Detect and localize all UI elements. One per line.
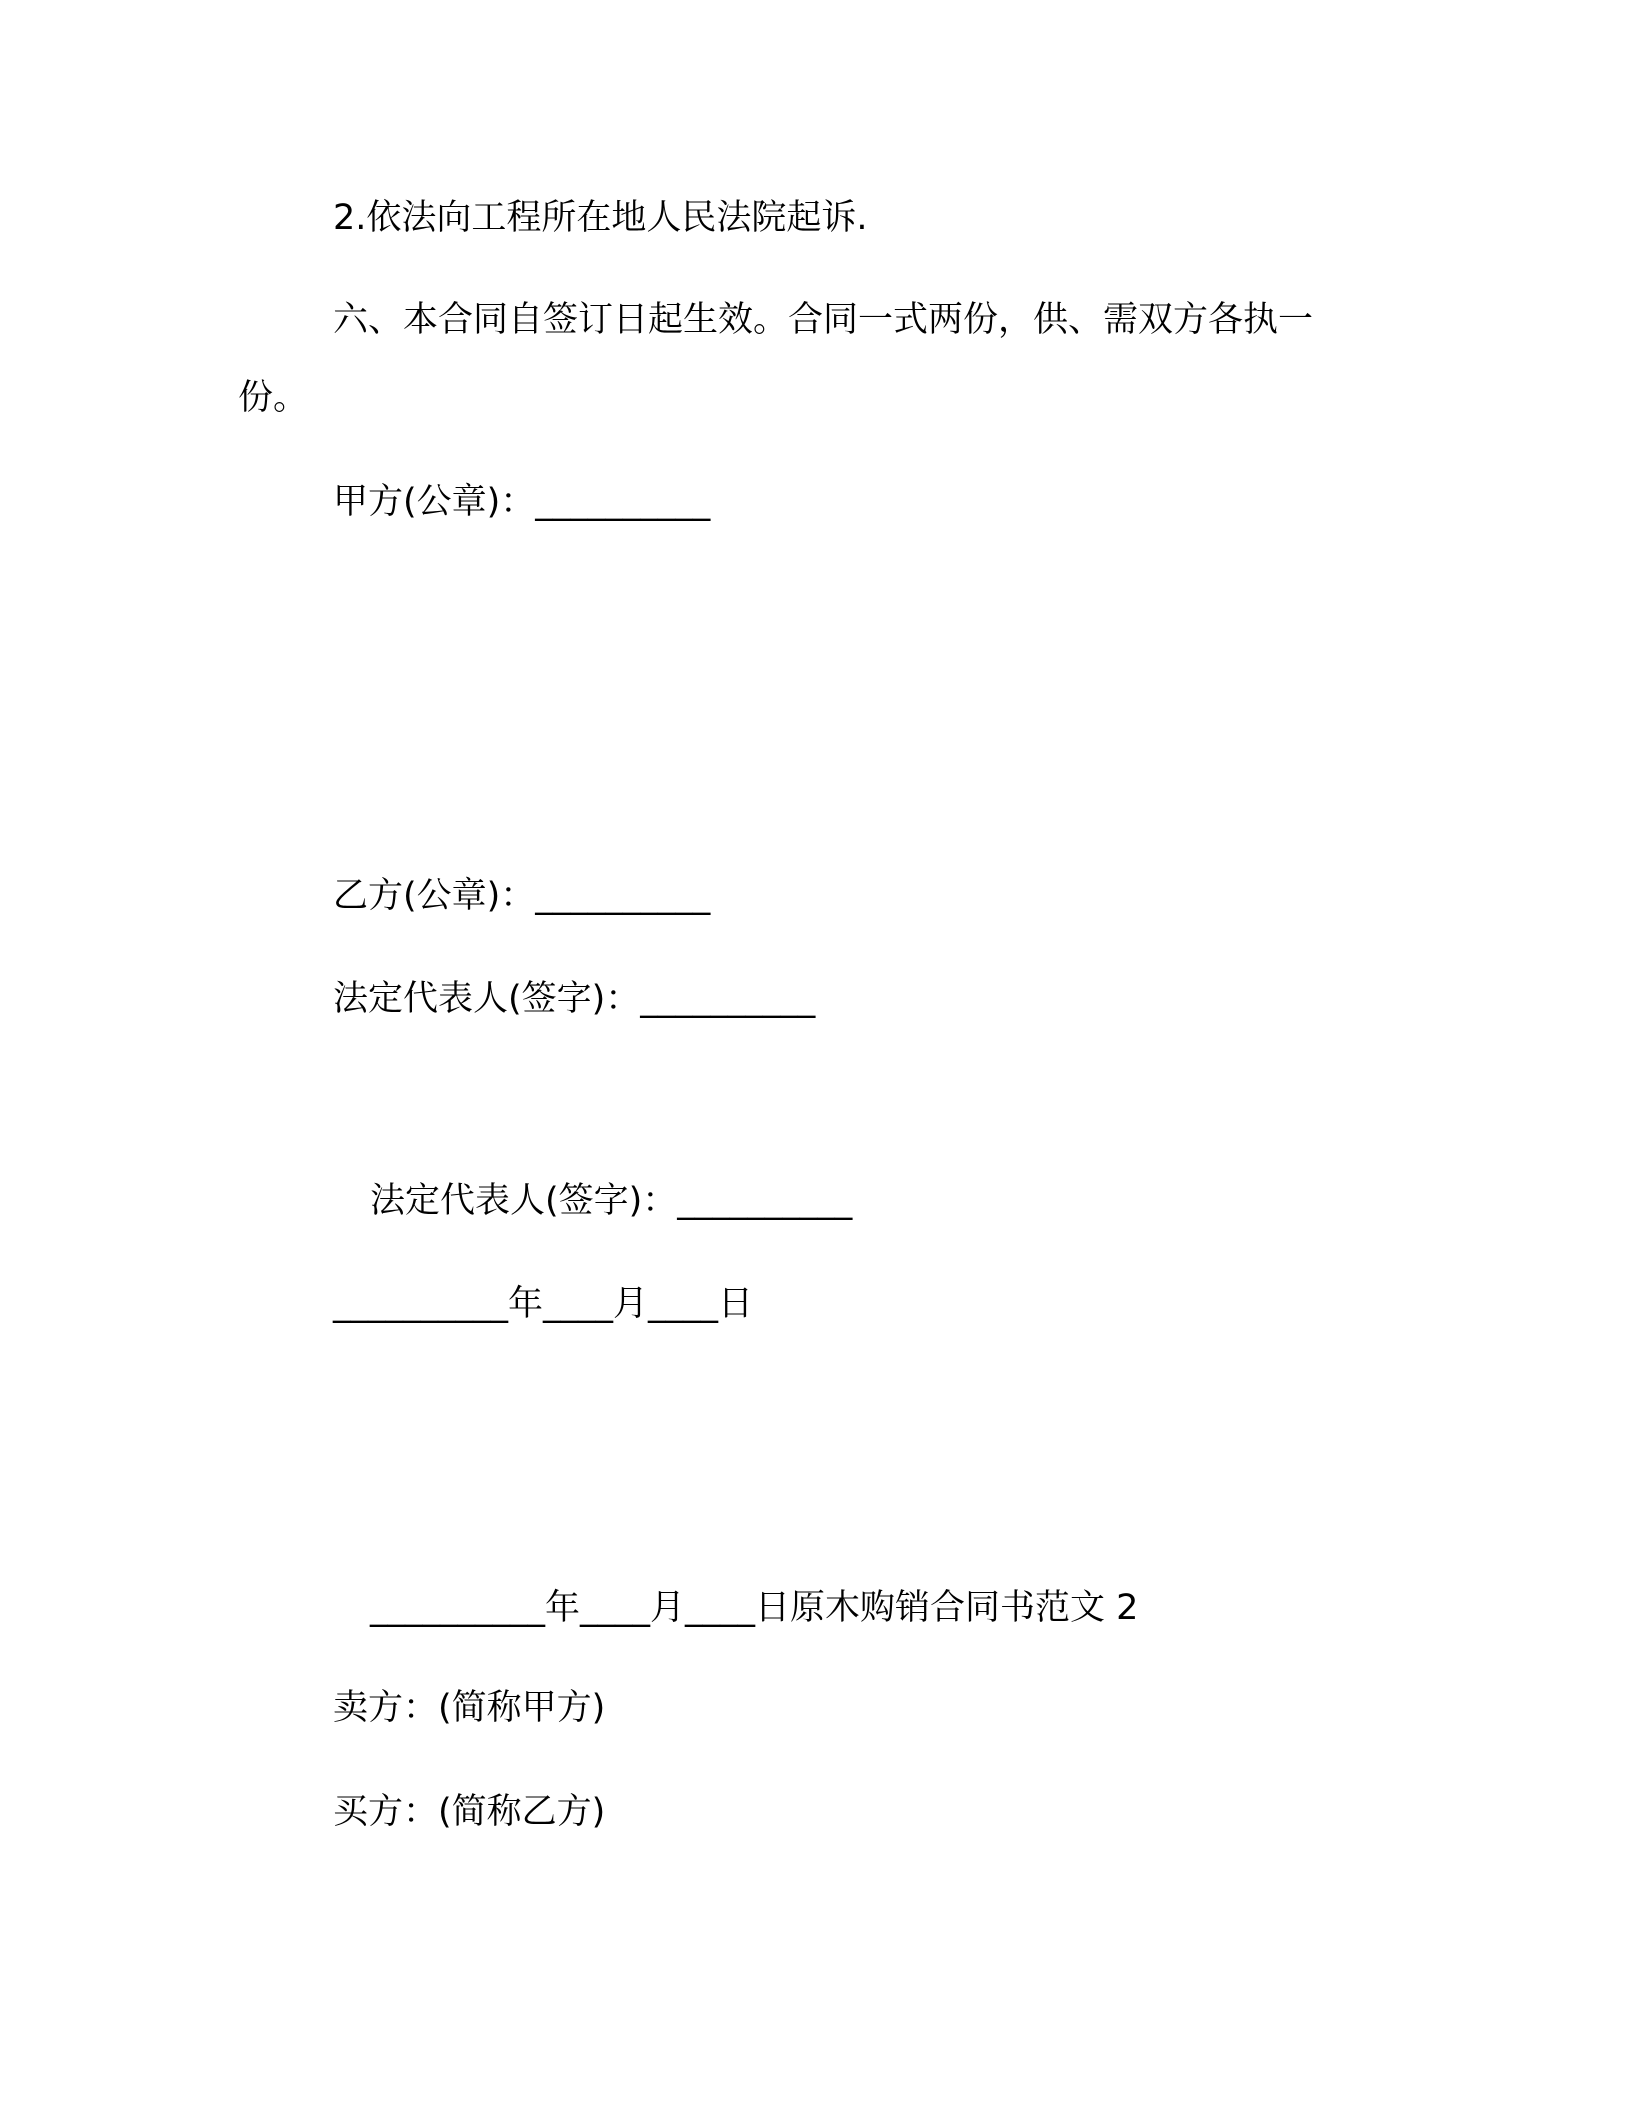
seller-line: 卖方：(简称甲方): [333, 1688, 606, 1728]
party-b-seal: 乙方(公章)：__________: [333, 876, 711, 916]
legal-rep-signature-2: 法定代表人(签字)：__________: [370, 1181, 853, 1221]
buyer-line: 买方：(简称乙方): [333, 1792, 606, 1832]
clause-6-line-1: 六、本合同自签订日起生效。合同一式两份，供、需双方各执一: [333, 300, 1314, 340]
date-line-2-with-title: __________年____月____日原木购销合同书范文 2: [370, 1588, 1139, 1628]
clause-6-line-2: 份。: [238, 378, 309, 418]
party-a-seal: 甲方(公章)：__________: [333, 482, 711, 522]
legal-rep-signature-1: 法定代表人(签字)：__________: [333, 979, 816, 1019]
date-line-1: __________年____月____日: [333, 1284, 754, 1324]
clause-2-court: 2.依法向工程所在地人民法院起诉.: [333, 198, 868, 238]
